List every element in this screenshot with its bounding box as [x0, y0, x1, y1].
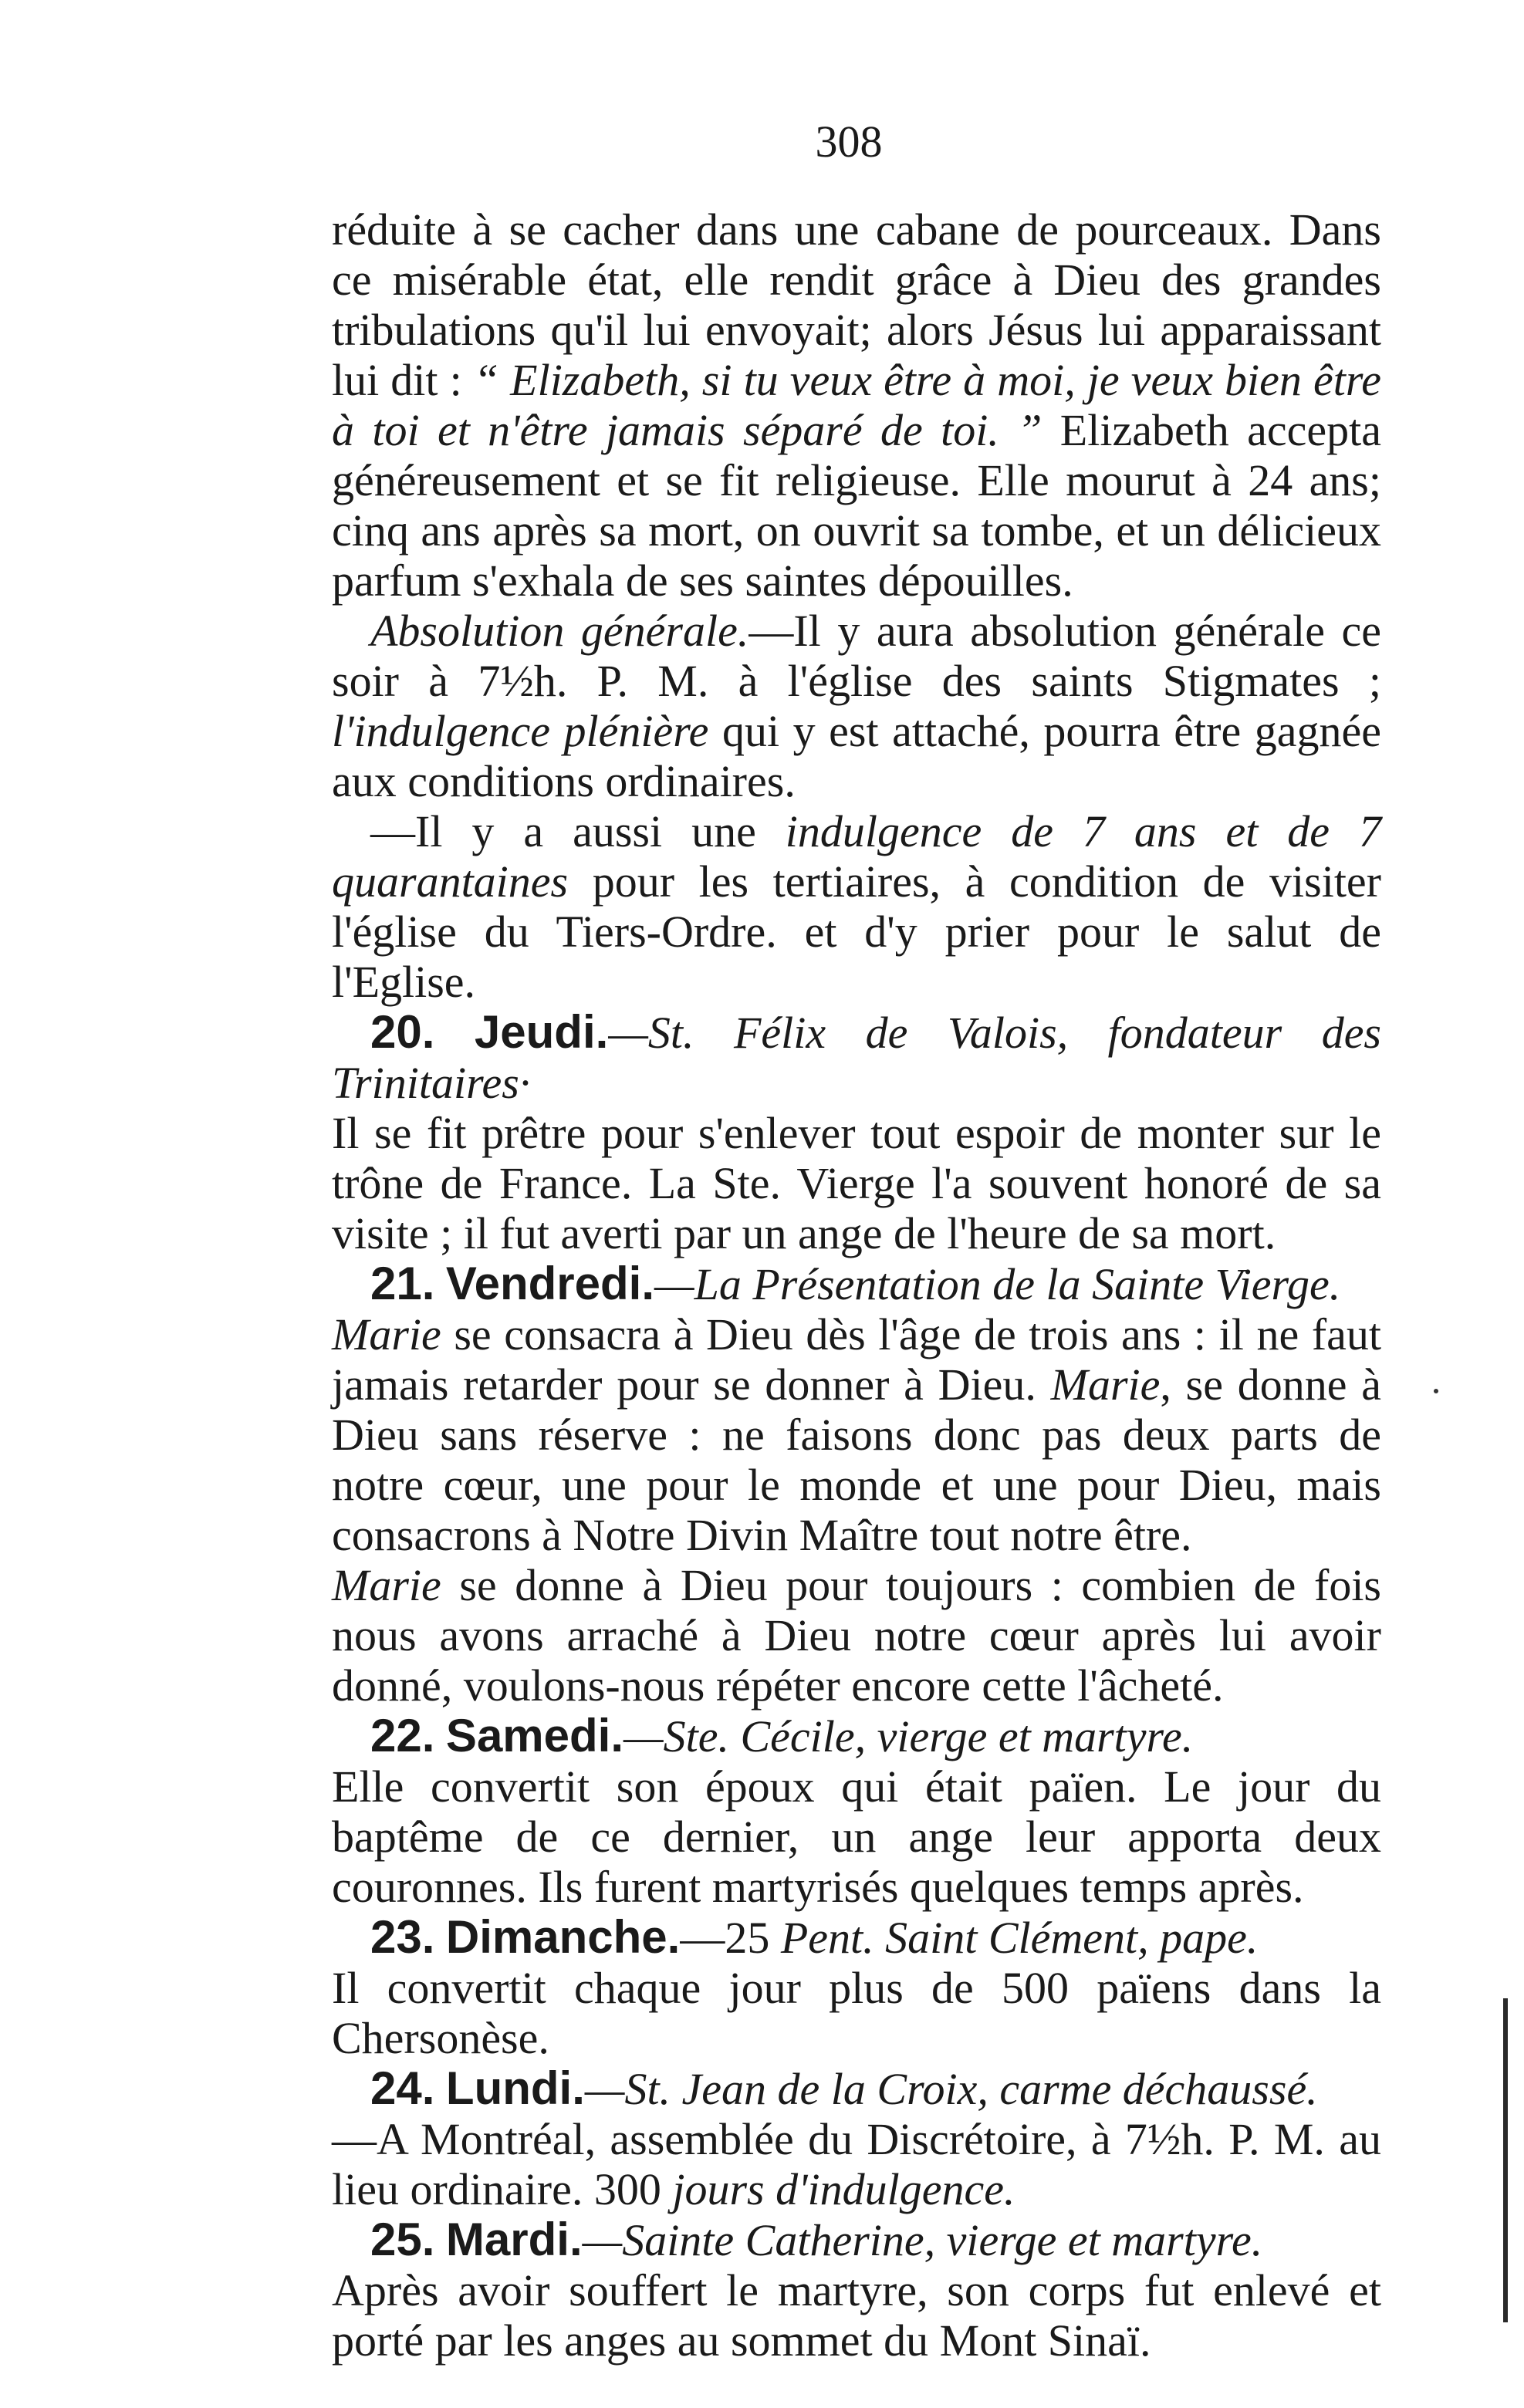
page-number: 308	[815, 117, 883, 167]
day-number: 23.	[370, 1911, 435, 1963]
marie-name: Marie	[332, 1560, 441, 1610]
day-text-21b	[332, 1560, 1381, 1711]
intro-paragraph	[332, 204, 1381, 606]
day-text-22: Elle convertit son époux qui était païen. Le jour du baptême de ce dernier, un ange leur apporta deux couronnes. Ils furent martyrisés quelques temps après.	[332, 1761, 1381, 1912]
day-name: Lundi.	[445, 2062, 585, 2114]
day-text: se consacra à Dieu dès l'âge de trois ans : il ne faut jamais retarder pour se donner à Dieu.	[332, 1309, 1381, 1410]
intro-text: réduite à se cacher dans une cabane de pourceaux. Dans ce misérable état, elle rendit grâce à Dieu des grandes tribulations qu'il lui envoyait; alors Jésus lui apparaissant lui dit :	[332, 204, 1381, 405]
intro-text-end: Elizabeth accepta généreusement et se fit religieuse. Elle mourut à 24 ans; cinq ans après sa mort, on ouvrit sa tombe, et un délicieux parfum s'exhala de ses saintes dépouilles.	[332, 405, 1381, 606]
absolution-paragraph	[332, 606, 1381, 806]
day-text-25: Après avoir souffert le martyre, son corps fut enlevé et porté par les anges au sommet du Mont Sinaï.	[332, 2265, 1381, 2366]
day-heading-22	[332, 1711, 1381, 1761]
day-feast: Pent. Saint Clément, pape.	[780, 1913, 1259, 1963]
day-name: Vendredi.	[445, 1258, 655, 1309]
day-number: 20.	[370, 1006, 435, 1058]
day-heading-21	[332, 1258, 1381, 1309]
day-number: 22.	[370, 1710, 435, 1761]
day-heading-25	[332, 2214, 1381, 2265]
day-number: 24.	[370, 2062, 435, 2114]
tiers-ordre-text: —Il y a aussi une	[370, 806, 786, 856]
page-edge-rule	[1503, 1998, 1508, 2322]
absolution-title: Absolution générale.	[370, 606, 749, 656]
tiers-ordre-paragraph	[332, 806, 1381, 1007]
day-feast: —St. Jean de la Croix, carme déchaussé.	[584, 2064, 1318, 2114]
page-body	[332, 204, 1381, 2366]
day-heading-20	[332, 1007, 1381, 1108]
day-feast: —La Présentation de la Sainte Vierge.	[654, 1259, 1341, 1309]
day-number: 25.	[370, 2214, 435, 2265]
day-heading-23	[332, 1912, 1381, 1963]
day-name: Jeudi.	[474, 1006, 609, 1058]
day-text-24	[332, 2114, 1381, 2214]
day-heading-24	[332, 2063, 1381, 2114]
day-text-21a	[332, 1309, 1381, 1560]
indulgence-term: jours d'indulgence.	[672, 2164, 1015, 2214]
absolution-text-end: qui y est attaché, pourra être gagnée aux conditions ordinaires.	[332, 706, 1381, 806]
day-text: se donne à Dieu pour toujours : combien de fois nous avons arraché à Dieu notre cœur après lui avoir donné, voulons-nous répéter encore cette l'âcheté.	[332, 1560, 1381, 1711]
day-number: 21.	[370, 1258, 435, 1309]
day-name: Dimanche.	[445, 1911, 681, 1963]
day-name: Samedi.	[445, 1710, 624, 1761]
day-feast: —St. Félix de Valois, fondateur des Trinitaires·	[332, 1008, 1382, 1108]
day-text: —A Montréal, assemblée du Discrétoire, à 7½h. P. M. au lieu ordinaire. 300	[332, 2114, 1381, 2214]
day-feast: —Ste. Cécile, vierge et martyre.	[623, 1711, 1194, 1761]
tiers-ordre-text-end: pour les tertiaires, à condition de visiter l'église du Tiers-Ordre. et d'y prier pour le salut de l'Eglise.	[332, 856, 1381, 1007]
intro-quote: “ Elizabeth, si tu veux être à moi, je veux bien être à toi et n'être jamais séparé de toi. ”	[332, 355, 1382, 455]
marie-name: Marie	[1050, 1359, 1161, 1410]
day-name: Mardi.	[445, 2214, 583, 2265]
absolution-text: —Il y aura absolution générale ce soir à 7½h. P. M. à l'église des saints Stigmates ;	[332, 606, 1381, 706]
marie-name: Marie	[332, 1309, 441, 1359]
day-text: , se donne à Dieu sans réserve : ne faisons donc pas deux parts de notre cœur, une pour le monde et une pour Dieu, mais consacrons à Notre Divin Maître tout notre être.	[332, 1359, 1381, 1560]
day-text-20: Il se fit prêtre pour s'enlever tout espoir de monter sur le trône de France. La Ste. Vierge l'a souvent honoré de sa visite ; il fut averti par un ange de l'heure de sa mort.	[332, 1108, 1381, 1258]
day-dash: —25	[680, 1913, 781, 1963]
day-text-23: Il convertit chaque jour plus de 500 païens dans la Chersonèse.	[332, 1963, 1381, 2063]
absolution-term: l'indulgence plénière	[332, 706, 709, 756]
day-feast: —Sainte Catherine, vierge et martyre.	[582, 2215, 1263, 2265]
ink-speck	[1434, 1389, 1438, 1393]
tiers-ordre-term: indulgence de 7 ans et de 7 quarantaines	[332, 806, 1381, 907]
